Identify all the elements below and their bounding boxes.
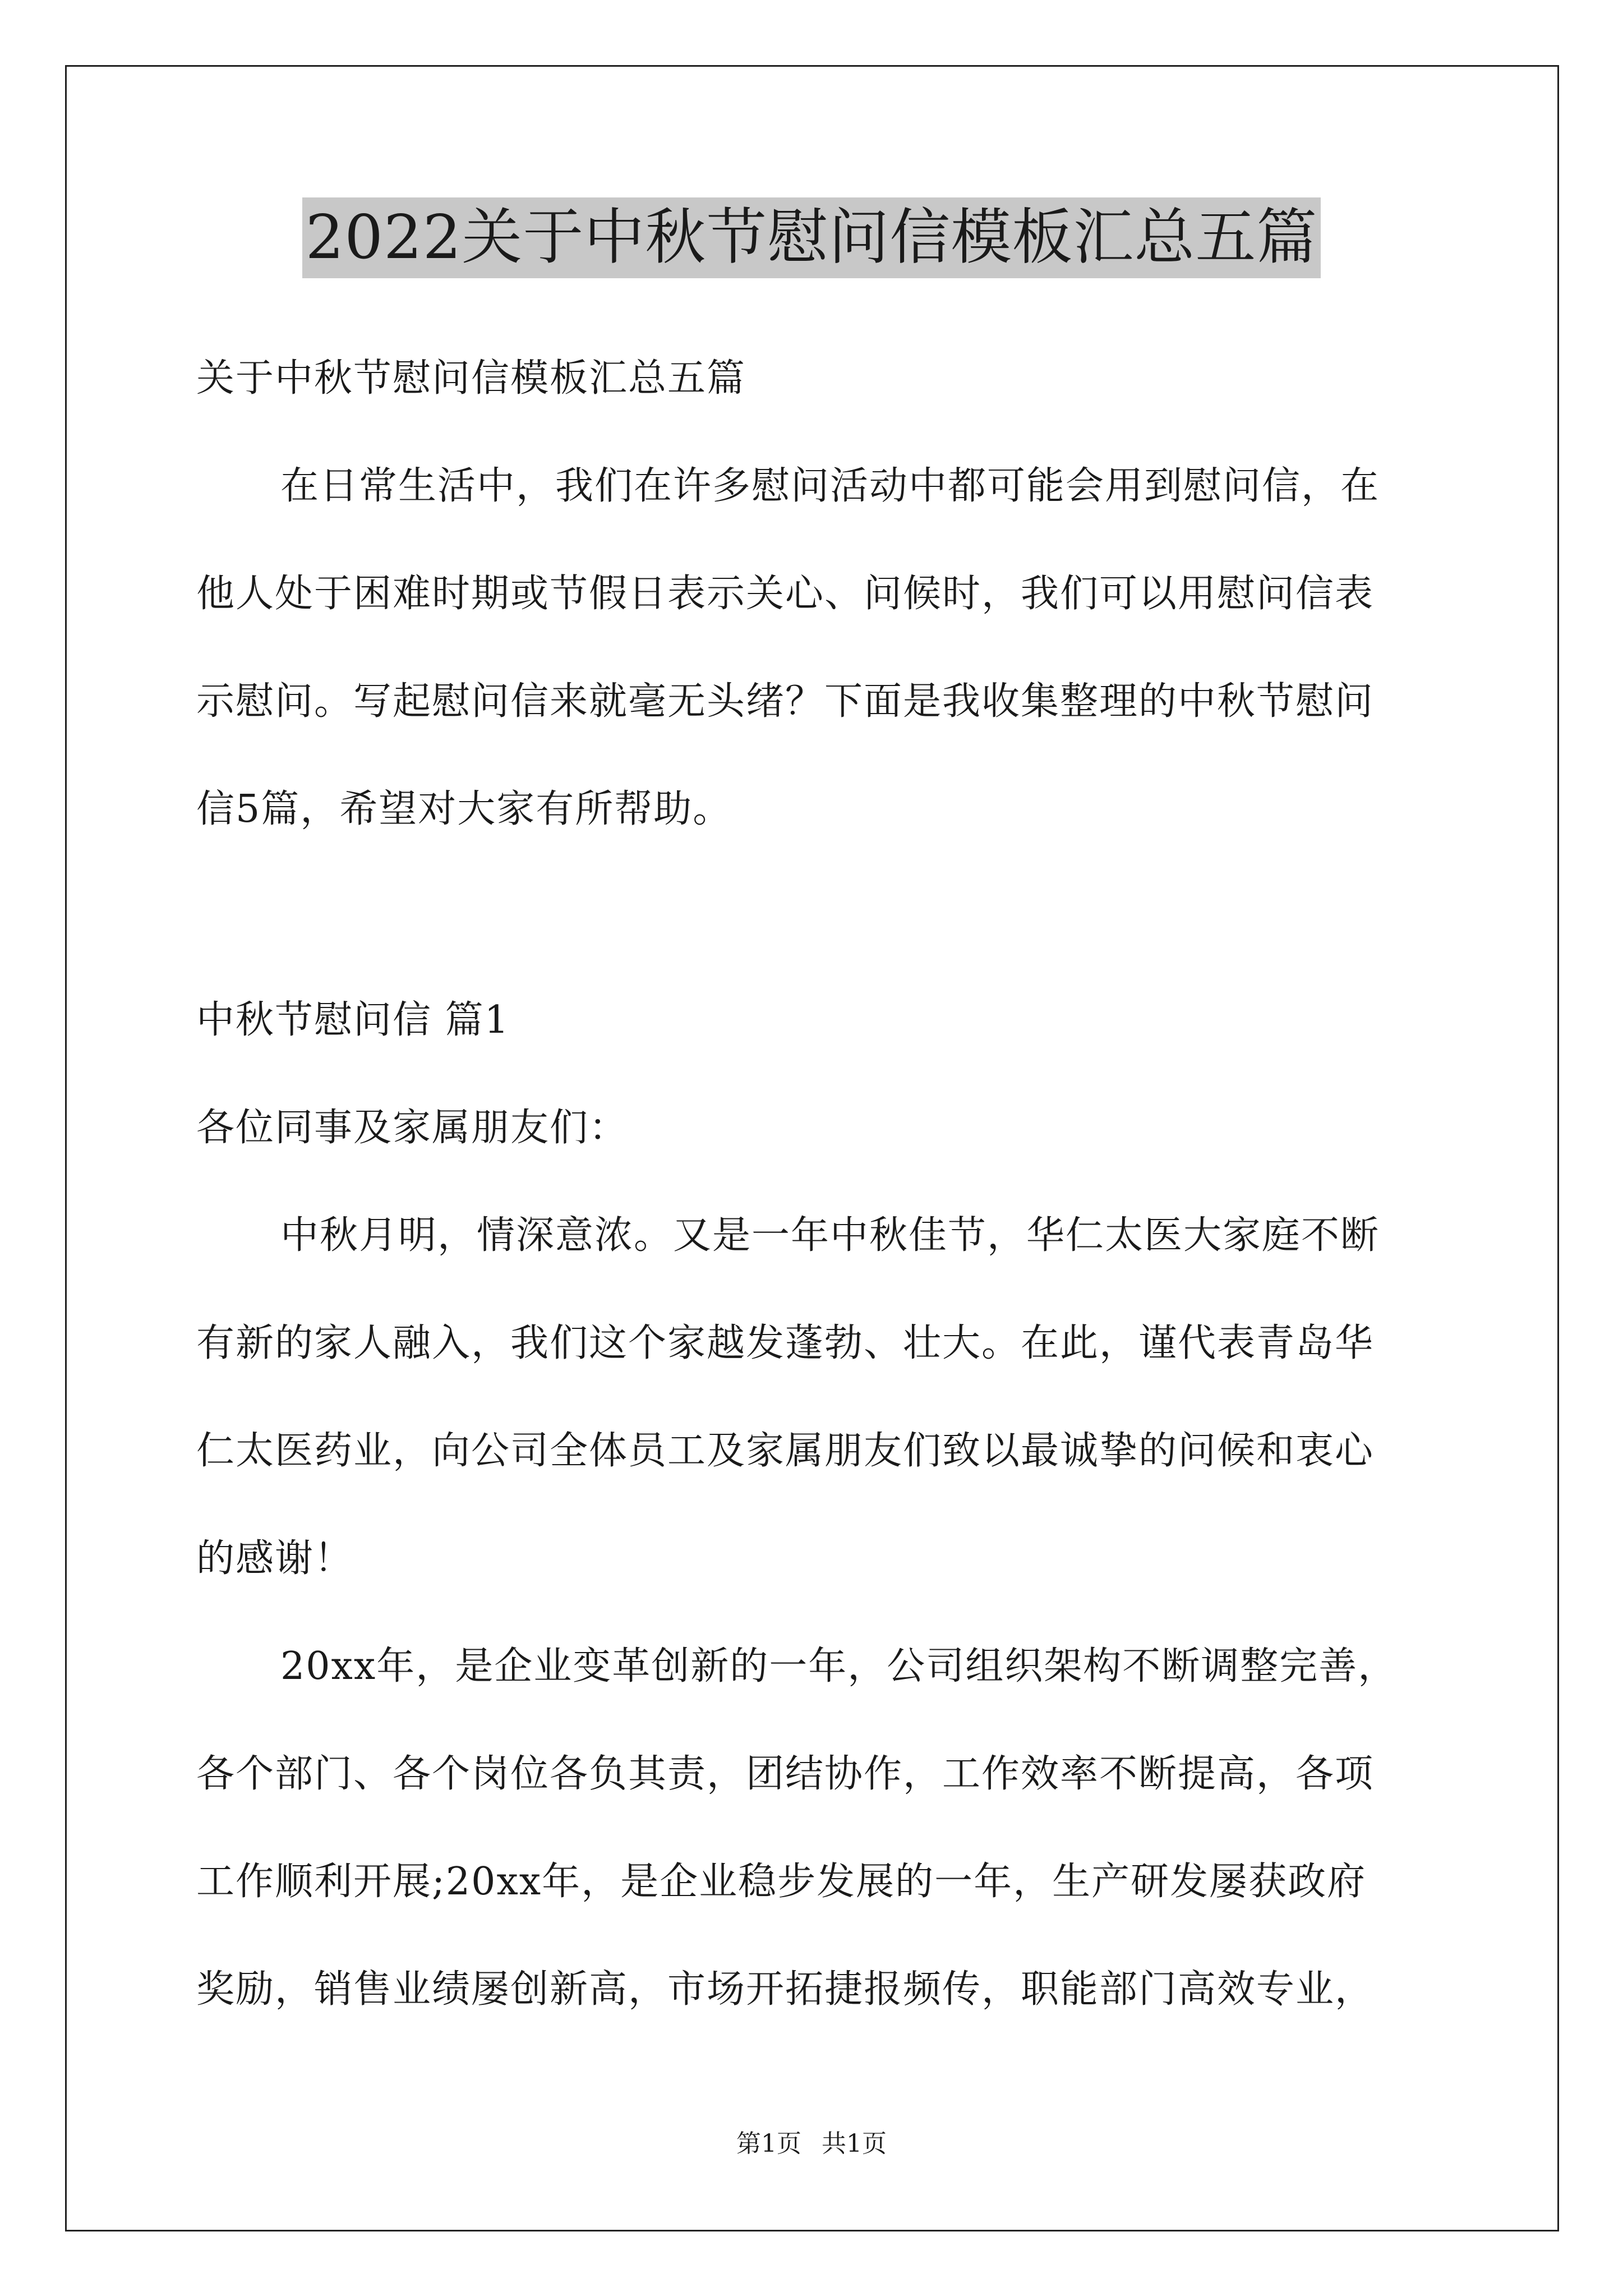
- intro-line: 信5篇，希望对大家有所帮助。: [196, 787, 732, 831]
- subtitle: 关于中秋节慰问信模板汇总五篇: [196, 356, 746, 401]
- section-heading: 中秋节慰问信 篇1: [196, 998, 510, 1042]
- paragraph-line: 20xx年，是企业变革创新的一年，公司组织架构不断调整完善，: [280, 1644, 1398, 1688]
- paragraph-line: 有新的家人融入，我们这个家越发蓬勃、壮大。在此，谨代表青岛华: [196, 1321, 1375, 1365]
- paragraph-line: 奖励，销售业绩屡创新高，市场开拓捷报频传，职能部门高效专业，: [196, 1967, 1375, 2012]
- document-title: 2022关于中秋节慰问信模板汇总五篇: [302, 197, 1321, 278]
- intro-line: 示慰问。写起慰问信来就毫无头绪？下面是我收集整理的中秋节慰问: [196, 679, 1375, 724]
- paragraph-line: 工作顺利开展;20xx年，是企业稳步发展的一年，生产研发屡获政府: [196, 1860, 1367, 1904]
- page-footer: [0, 2127, 1623, 2161]
- paragraph-line: 仁太医药业，向公司全体员工及家属朋友们致以最诚挚的问候和衷心: [196, 1429, 1375, 1473]
- salutation: 各位同事及家属朋友们：: [196, 1106, 629, 1150]
- page-total: 共1页: [822, 2129, 887, 2158]
- intro-line: 在日常生活中，我们在许多慰问活动中都可能会用到慰问信，在: [280, 464, 1380, 508]
- paragraph-line: 各个部门、各个岗位各负其责，团结协作，工作效率不断提高，各项: [196, 1752, 1375, 1796]
- intro-line: 他人处于困难时期或节假日表示关心、问候时，我们可以用慰问信表: [196, 572, 1375, 616]
- title-container: [0, 197, 1623, 278]
- page-current: 第1页: [736, 2129, 801, 2158]
- paragraph-line: 的感谢！: [196, 1536, 354, 1581]
- paragraph-line: 中秋月明，情深意浓。又是一年中秋佳节，华仁太医大家庭不断: [280, 1213, 1380, 1258]
